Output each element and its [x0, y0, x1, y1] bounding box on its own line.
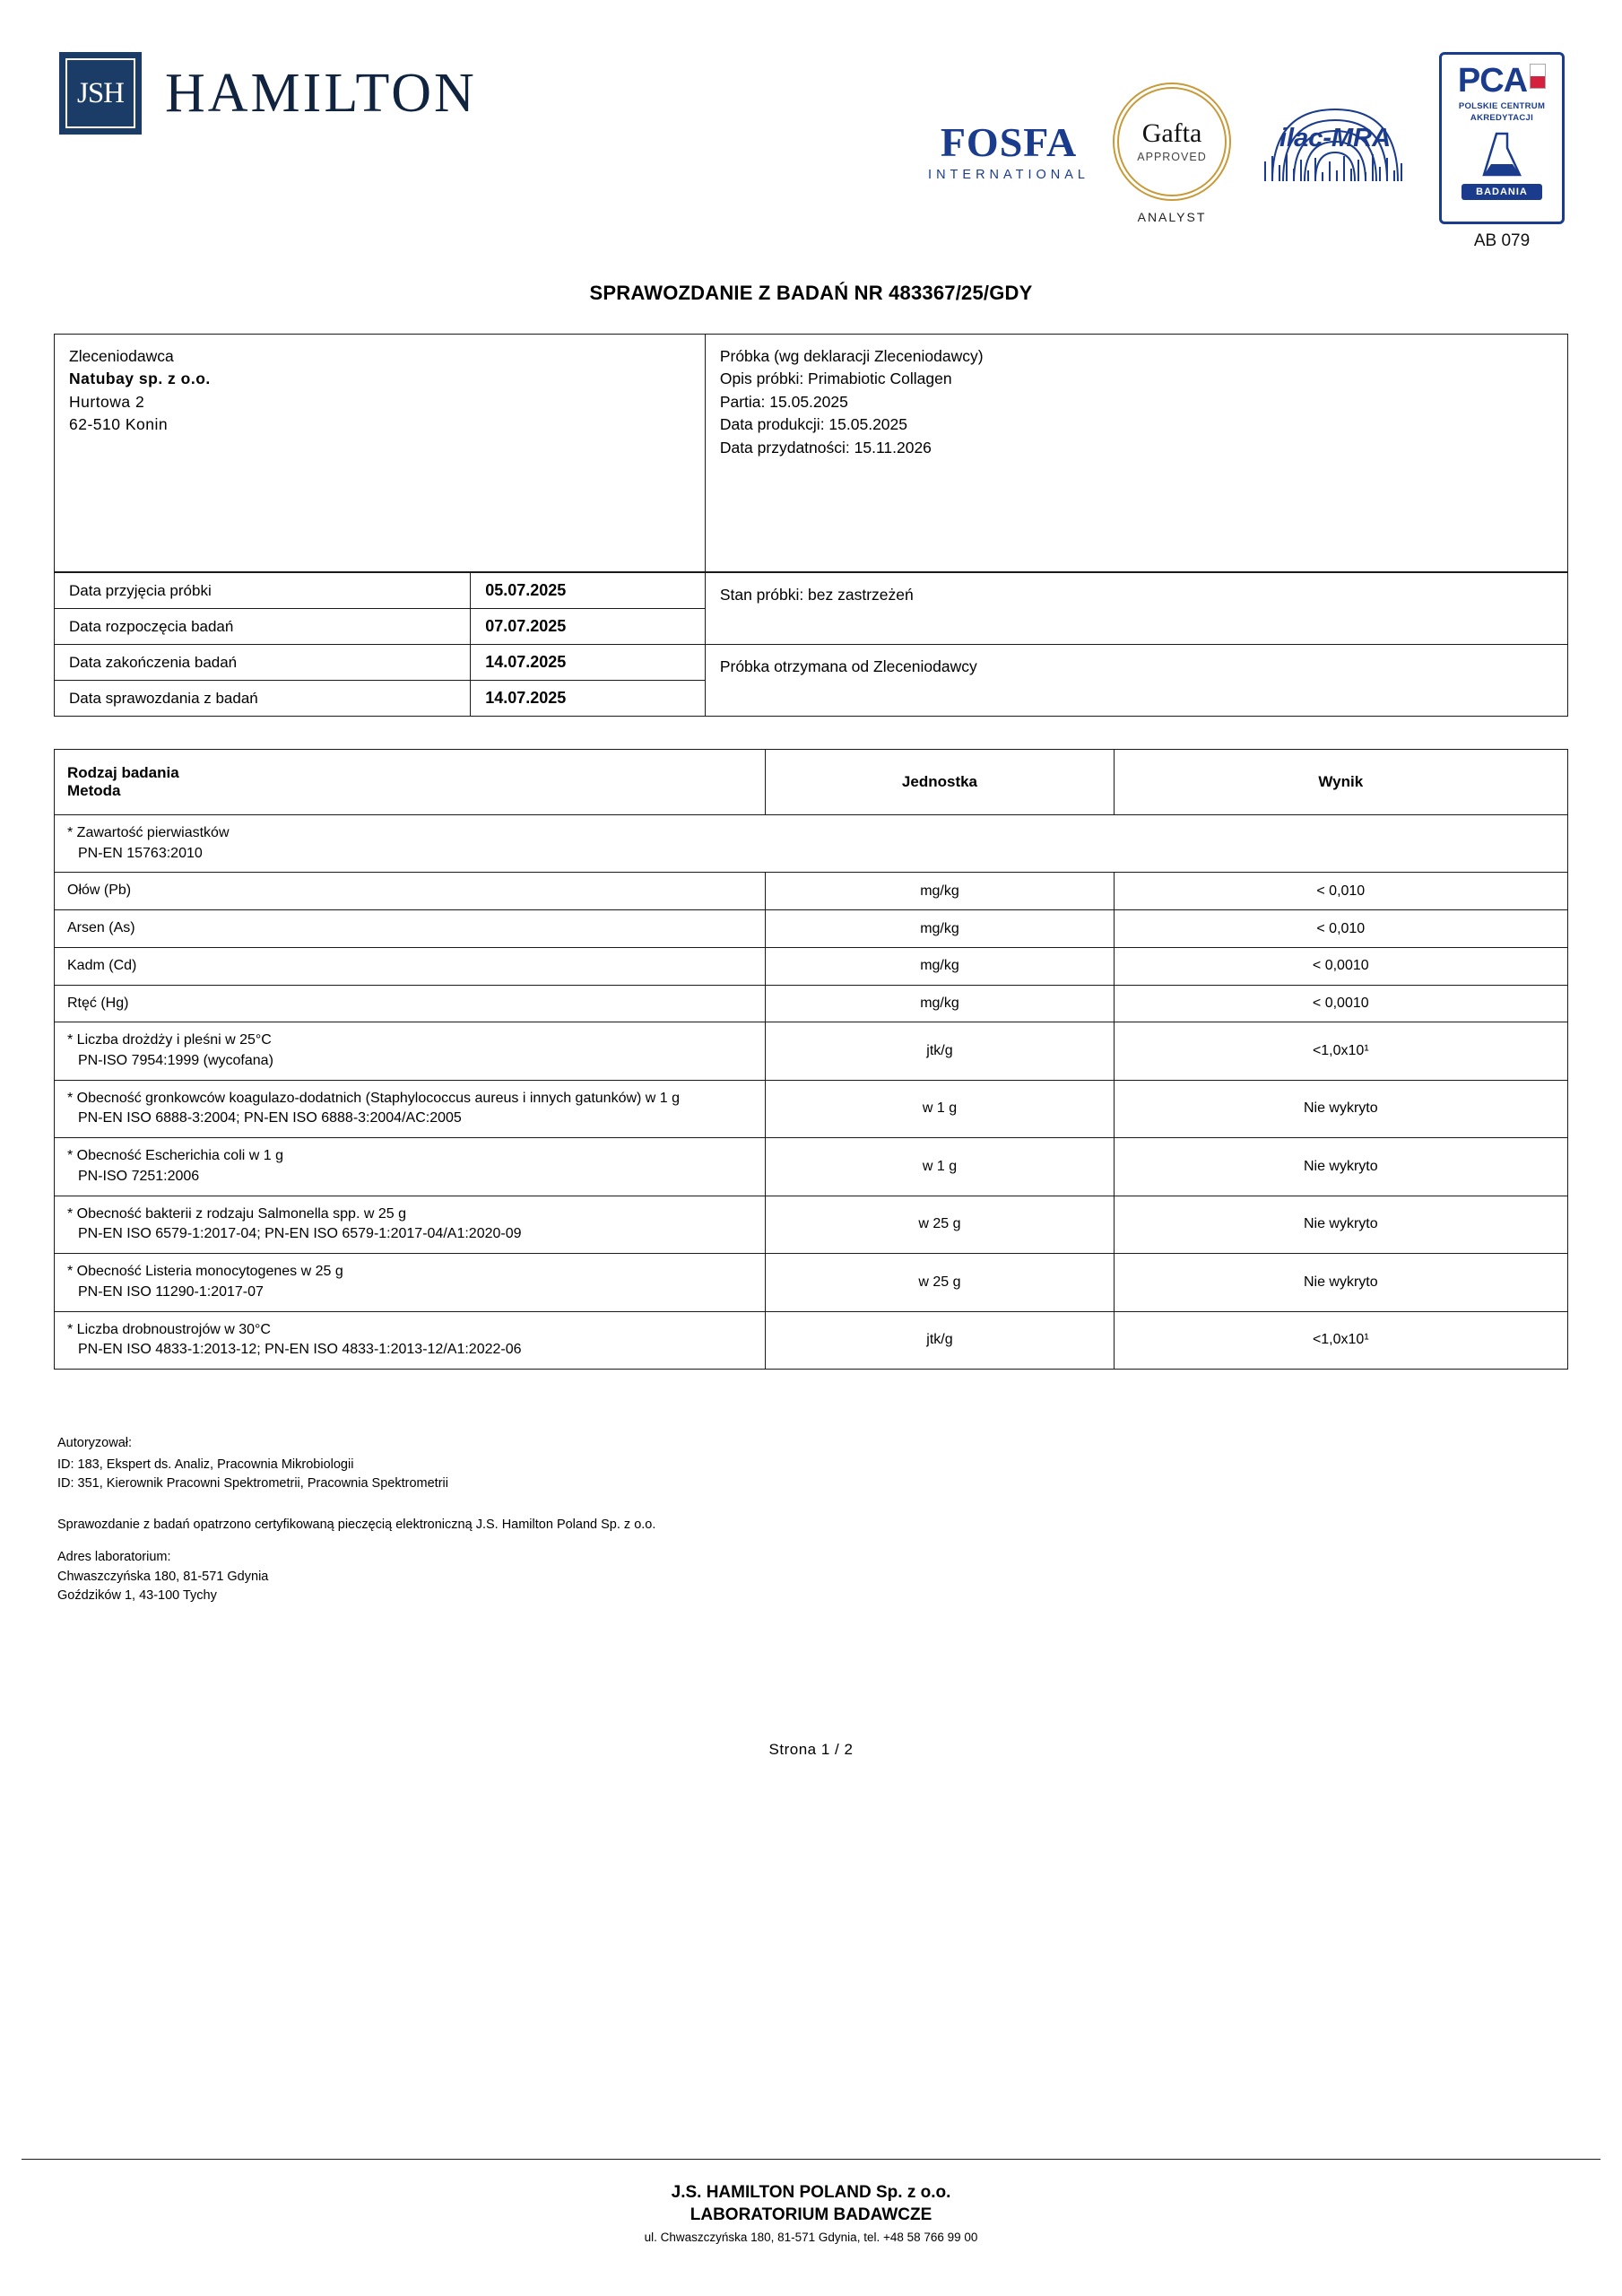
result-method: PN-EN ISO 11290-1:2017-07: [78, 1283, 264, 1300]
fosfa-subtitle: INTERNATIONAL: [928, 168, 1089, 182]
pca-badania-label: BADANIA: [1462, 184, 1542, 200]
sample-production-date: Data produkcji: 15.05.2025: [719, 415, 907, 434]
footer-contact: ul. Chwaszczyńska 180, 81-571 Gdynia, tel. +48 58 766 99 00: [644, 2231, 978, 2244]
sample-heading: Próbka (wg deklaracji Zleceniodawcy): [719, 347, 984, 365]
results-table: [54, 749, 1568, 1370]
table-row: [55, 910, 1568, 948]
table-row: [55, 1196, 1568, 1253]
result-unit: w 1 g: [766, 1080, 1114, 1137]
gafta-name: Gafta: [1141, 118, 1202, 148]
flask-icon: [1479, 130, 1525, 182]
date-value-3: 14.07.2025: [471, 681, 706, 717]
result-name-cell: [55, 1138, 766, 1196]
page-number: Strona 1 / 2: [768, 1741, 854, 1759]
result-method: PN-ISO 7954:1999 (wycofana): [78, 1053, 273, 1069]
gafta-logo: [1113, 52, 1231, 224]
footer-divider: [22, 2159, 1600, 2160]
result-method: PN-EN 15763:2010: [78, 845, 203, 861]
result-unit: jtk/g: [766, 1311, 1114, 1369]
result-value: Nie wykryto: [1114, 1080, 1567, 1137]
pca-letters: PCA: [1457, 62, 1528, 100]
table-row: [55, 1254, 1568, 1311]
result-name-cell: [55, 947, 766, 985]
document-footer: [0, 2183, 1622, 2244]
jsh-logo-mark: [59, 52, 142, 135]
result-unit: mg/kg: [766, 910, 1114, 948]
result-method: PN-EN ISO 6579-1:2017-04; PN-EN ISO 6579-1:2017-04/A1:2020-09: [78, 1226, 522, 1242]
table-row: [55, 873, 1568, 910]
hamilton-wordmark: HAMILTON: [165, 62, 477, 124]
sample-batch: Partia: 15.05.2025: [719, 392, 848, 411]
sample-received-from: Próbka otrzymana od Zleceniodawcy: [705, 645, 1567, 717]
result-unit: mg/kg: [766, 947, 1114, 985]
results-header-row: [55, 750, 1568, 815]
authorizer-1: ID: 183, Ekspert ds. Analiz, Pracownia Mikrobiologii: [57, 1457, 354, 1472]
date-label-0: Data przyjęcia próbki: [55, 573, 471, 609]
table-row: [55, 1022, 1568, 1080]
result-name-cell: [55, 1196, 766, 1253]
certification-logos: [928, 52, 1568, 251]
result-unit: w 1 g: [766, 1138, 1114, 1196]
client-cell: [55, 335, 706, 572]
result-test-name: * Liczba drobnoustrojów w 30°C: [67, 1321, 271, 1337]
lab-address-label: Adres laboratorium:: [57, 1549, 171, 1564]
result-value: < 0,0010: [1114, 947, 1567, 985]
document-header: [54, 36, 1568, 258]
electronic-seal-note: Sprawozdanie z badań opatrzono certyfikowaną pieczęcią elektroniczną J.S. Hamilton Poland Sp. z o.o.: [57, 1518, 656, 1533]
result-test-name: * Obecność bakterii z rodzaju Salmonella spp. w 25 g: [67, 1205, 406, 1222]
result-method: PN-ISO 7251:2006: [78, 1168, 200, 1184]
lab-address-line-2: Goździków 1, 43-100 Tychy: [57, 1588, 217, 1604]
pca-logo: [1439, 52, 1565, 224]
company-logo: [54, 52, 477, 135]
result-value: <1,0x10¹: [1114, 1311, 1567, 1369]
sample-expiry-date: Data przydatności: 15.11.2026: [719, 438, 932, 457]
result-name-cell: [55, 815, 1568, 873]
pca-accreditation-code: AB 079: [1473, 231, 1531, 250]
results-col-unit: Jednostka: [766, 750, 1114, 815]
results-section: [54, 749, 1568, 1370]
result-method: PN-EN ISO 4833-1:2013-12; PN-EN ISO 4833-1:2013-12/A1:2022-06: [78, 1342, 522, 1358]
result-name-cell: [55, 985, 766, 1022]
result-value: < 0,010: [1114, 910, 1567, 948]
result-name-cell: [55, 1022, 766, 1080]
result-test-name: * Zawartość pierwiastków: [67, 825, 230, 840]
authorization-block: [54, 1434, 1568, 1606]
table-row: [55, 985, 1568, 1022]
footer-department: LABORATORIUM BADAWCZE: [690, 2205, 932, 2224]
result-test-name: * Obecność Escherichia coli w 1 g: [67, 1148, 283, 1164]
pca-accreditation: [1439, 52, 1565, 251]
date-label-2: Data zakończenia badań: [55, 645, 471, 681]
result-name-cell: [55, 910, 766, 948]
result-name-cell: [55, 1311, 766, 1369]
results-col-type: [55, 750, 766, 815]
footer-company: J.S. HAMILTON POLAND Sp. z o.o.: [671, 2183, 951, 2202]
result-value: <1,0x10¹: [1114, 1022, 1567, 1080]
sample-description: Opis próbki: Primabiotic Collagen: [719, 370, 952, 388]
result-test-name: Kadm (Cd): [67, 957, 137, 973]
date-value-2: 14.07.2025: [471, 645, 706, 681]
poland-flag-icon: [1530, 64, 1546, 89]
table-row: [55, 815, 1568, 873]
result-test-name: Ołów (Pb): [67, 883, 132, 899]
pca-subtitle: POLSKIE CENTRUM AKREDYTACJI: [1458, 101, 1546, 123]
result-unit: w 25 g: [766, 1196, 1114, 1253]
sample-state: Stan próbki: bez zastrzeżeń: [705, 573, 1567, 645]
sample-cell: [705, 335, 1567, 572]
result-value: Nie wykryto: [1114, 1196, 1567, 1253]
result-test-name: * Obecność Listeria monocytogenes w 25 g: [67, 1264, 343, 1280]
client-street: Hurtowa 2: [69, 392, 145, 411]
date-label-3: Data sprawozdania z badań: [55, 681, 471, 717]
result-name-cell: [55, 1254, 766, 1311]
table-row: [55, 947, 1568, 985]
gafta-approved-label: APPROVED: [1137, 151, 1207, 163]
result-name-cell: [55, 1080, 766, 1137]
lab-address-line-1: Chwaszczyńska 180, 81-571 Gdynia: [57, 1569, 269, 1584]
page-title: SPRAWOZDANIE Z BADAŃ NR 483367/25/GDY: [589, 282, 1033, 304]
result-unit: jtk/g: [766, 1022, 1114, 1080]
client-name: Natubay sp. z o.o.: [69, 370, 211, 388]
result-unit: mg/kg: [766, 985, 1114, 1022]
date-label-1: Data rozpoczęcia badań: [55, 609, 471, 645]
fosfa-name: FOSFA: [940, 119, 1078, 165]
results-col-type-line2: Metoda: [67, 782, 121, 799]
result-value: Nie wykryto: [1114, 1254, 1567, 1311]
result-unit: mg/kg: [766, 873, 1114, 910]
results-col-result: Wynik: [1114, 750, 1567, 815]
authorizer-2: ID: 351, Kierownik Pracowni Spektrometrii, Pracownia Spektrometrii: [57, 1476, 448, 1492]
result-name-cell: [55, 873, 766, 910]
result-test-name: * Obecność gronkowców koagulazo-dodatnich (Staphylococcus aureus i innych gatunków) w 1 g: [67, 1090, 681, 1106]
result-method: PN-EN ISO 6888-3:2004; PN-EN ISO 6888-3:2004/AC:2005: [78, 1110, 462, 1126]
jsh-logo-initials: JSH: [65, 58, 135, 128]
date-value-1: 07.07.2025: [471, 609, 706, 645]
result-value: Nie wykryto: [1114, 1138, 1567, 1196]
result-unit: w 25 g: [766, 1254, 1114, 1311]
authorization-label: Autoryzował:: [57, 1435, 133, 1450]
ilac-mra-label: ilac-MRA: [1279, 124, 1392, 152]
client-city: 62-510 Konin: [69, 415, 169, 434]
gafta-seal-icon: [1113, 83, 1231, 201]
result-test-name: * Liczba drożdży i pleśni w 25°C: [67, 1032, 272, 1048]
results-col-type-line1: Rodzaj badania: [67, 764, 179, 781]
table-row: [55, 1311, 1568, 1369]
date-value-0: 05.07.2025: [471, 573, 706, 609]
client-sample-table: [54, 334, 1568, 572]
result-test-name: Rtęć (Hg): [67, 995, 129, 1011]
pca-top-row: [1458, 64, 1546, 98]
ilac-mra-logo: [1254, 52, 1416, 153]
client-heading: Zleceniodawca: [69, 347, 174, 365]
dates-table: [54, 572, 1568, 717]
fosfa-logo: [928, 52, 1089, 182]
result-value: < 0,0010: [1114, 985, 1567, 1022]
table-row: [55, 1138, 1568, 1196]
table-row: [55, 1080, 1568, 1137]
result-value: < 0,010: [1114, 873, 1567, 910]
gafta-analyst-label: ANALYST: [1137, 210, 1207, 224]
result-test-name: Arsen (As): [67, 920, 135, 936]
